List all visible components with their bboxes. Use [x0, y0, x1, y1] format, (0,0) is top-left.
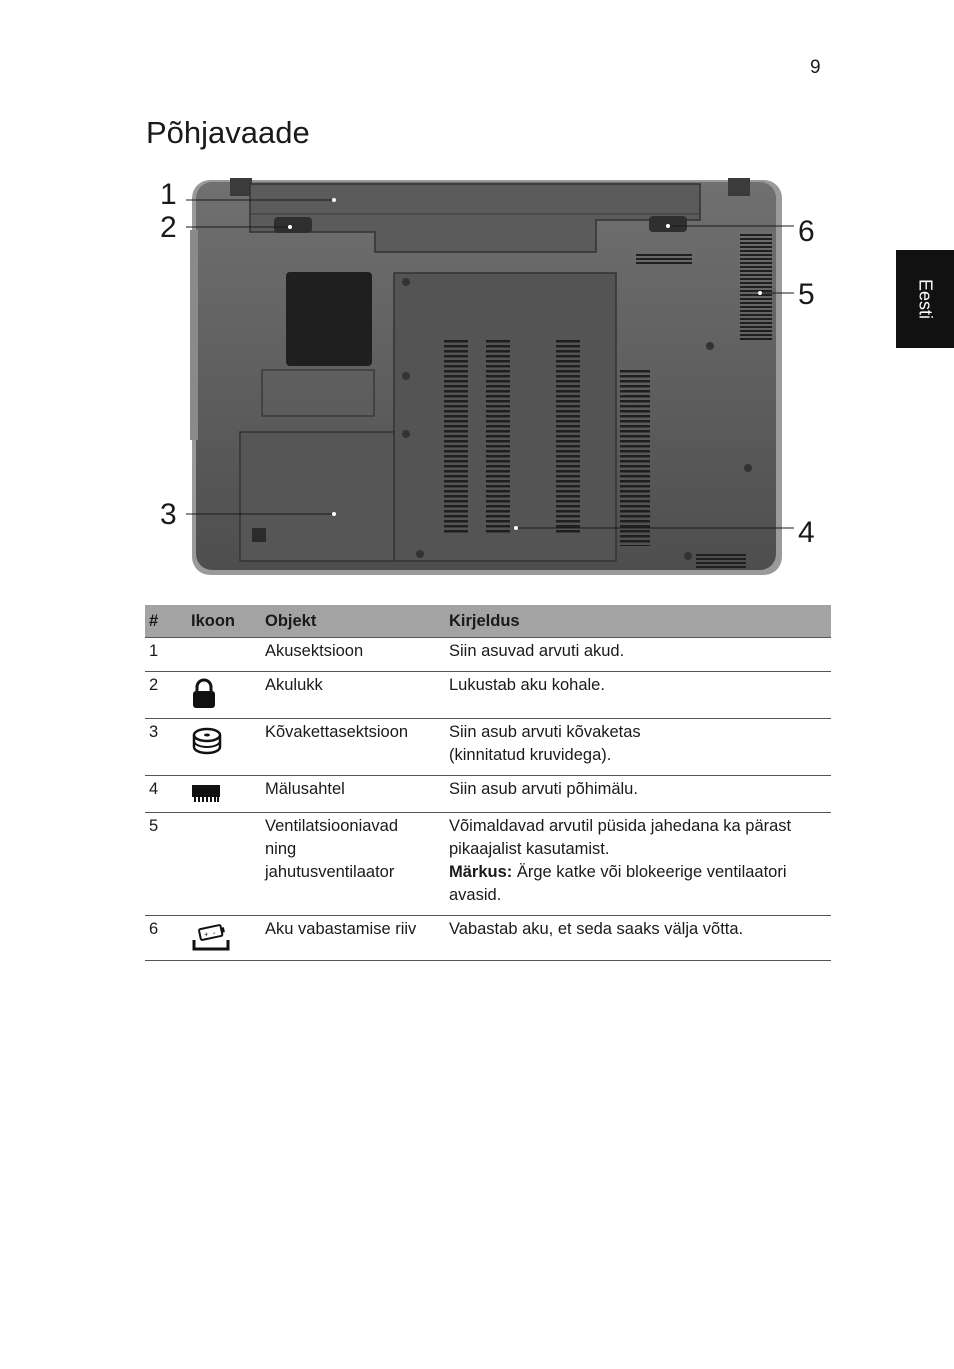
callout-4: 4: [798, 516, 815, 549]
memory-vent-1: [444, 338, 468, 534]
row-description: [445, 719, 831, 776]
row-number: 6: [145, 916, 187, 961]
row-number: 3: [145, 719, 187, 776]
row-object-line: ning: [265, 840, 297, 858]
page-title: Põhjavaade: [146, 115, 310, 150]
row-description-line: Võimaldavad arvutil püsida jahedana ka pärast: [449, 817, 792, 835]
row-description: Siin asub arvuti põhimälu.: [445, 776, 831, 813]
table-row: [145, 638, 831, 672]
header-icon: Ikoon: [187, 605, 261, 638]
table-row: [145, 916, 831, 961]
row-object: Aku vabastamise riiv: [261, 916, 445, 961]
side-vent: [740, 232, 772, 342]
callout-6: 6: [798, 215, 815, 248]
hard-disk-screw: [252, 528, 266, 542]
callout-dot-6: [666, 224, 670, 228]
row-object: Akulukk: [261, 672, 445, 719]
row-note: [449, 861, 827, 884]
header-object: Objekt: [261, 605, 445, 638]
language-tab: [896, 250, 954, 348]
callout-1: 1: [160, 178, 177, 211]
screw: [402, 372, 410, 380]
svg-text:-: -: [211, 928, 217, 938]
left-hinge: [230, 178, 252, 196]
row-number: 5: [145, 813, 187, 916]
row-icon: [187, 776, 261, 813]
row-number: 2: [145, 672, 187, 719]
screw: [684, 552, 692, 560]
left-edge-strip: [190, 230, 198, 440]
memory-vent-3: [556, 338, 580, 534]
row-object-line: jahutusventilaator: [265, 863, 395, 881]
screw: [416, 550, 424, 558]
row-object: [261, 813, 445, 916]
language-tab-label: Eesti: [915, 278, 936, 320]
callout-5: 5: [798, 278, 815, 311]
label-pad: [286, 272, 372, 366]
row-description: Vabastab aku, et seda saaks välja võtta.: [445, 916, 831, 961]
top-vent: [636, 254, 692, 266]
row-description-line: Siin asub arvuti kõvaketas: [449, 723, 641, 741]
screw: [402, 278, 410, 286]
row-description: Lukustab aku kohale.: [445, 672, 831, 719]
row-icon: [187, 916, 261, 961]
memory-vent-2: [486, 338, 510, 534]
row-object: Kõvakettasektsioon: [261, 719, 445, 776]
header-description: Kirjeldus: [445, 605, 831, 638]
callout-2: 2: [160, 211, 177, 244]
row-object: Mälusahtel: [261, 776, 445, 813]
callout-dot-4: [514, 526, 518, 530]
row-icon: [187, 813, 261, 916]
row-number: 4: [145, 776, 187, 813]
speaker-grille: [696, 554, 746, 568]
row-description-line: pikaajalist kasutamist.: [449, 840, 610, 858]
table-header-row: [145, 605, 831, 638]
row-description-line: (kinnitatud kruvidega).: [449, 746, 612, 764]
row-object-line: Ventilatsiooniavad: [265, 817, 399, 835]
lock-icon: [191, 678, 217, 710]
row-description: Siin asuvad arvuti akud.: [445, 638, 831, 672]
callout-3: 3: [160, 498, 177, 531]
header-number: #: [145, 605, 187, 638]
battery-release-icon: [191, 922, 231, 952]
table-row: [145, 672, 831, 719]
callout-dot-2: [288, 225, 292, 229]
row-icon: [187, 719, 261, 776]
memory-vent-4: [620, 370, 650, 546]
svg-text:+: +: [203, 929, 210, 940]
screw: [744, 464, 752, 472]
memory-icon: [191, 782, 221, 804]
screw: [402, 430, 410, 438]
components-table: [145, 605, 831, 961]
row-note-line: avasid.: [449, 886, 502, 904]
callout-dot-3: [332, 512, 336, 516]
laptop-bottom-figure: [150, 170, 830, 590]
row-object: Akusektsioon: [261, 638, 445, 672]
row-icon: [187, 638, 261, 672]
page-number: 9: [810, 57, 821, 78]
table-row: [145, 776, 831, 813]
right-hinge: [728, 178, 750, 196]
row-description: [445, 813, 831, 916]
row-icon: [187, 672, 261, 719]
note-label: Märkus:: [449, 863, 513, 881]
table-row: [145, 719, 831, 776]
laptop-bottom-illustration: [150, 170, 830, 590]
callout-dot-5: [758, 291, 762, 295]
battery-lock-switch: [274, 217, 312, 233]
hard-disk-icon: [191, 725, 223, 757]
note-text: Ärge katke või blokeerige ventilaatori: [512, 863, 787, 881]
table-row: [145, 813, 831, 916]
callout-dot-1: [332, 198, 336, 202]
screw: [706, 342, 714, 350]
row-number: 1: [145, 638, 187, 672]
